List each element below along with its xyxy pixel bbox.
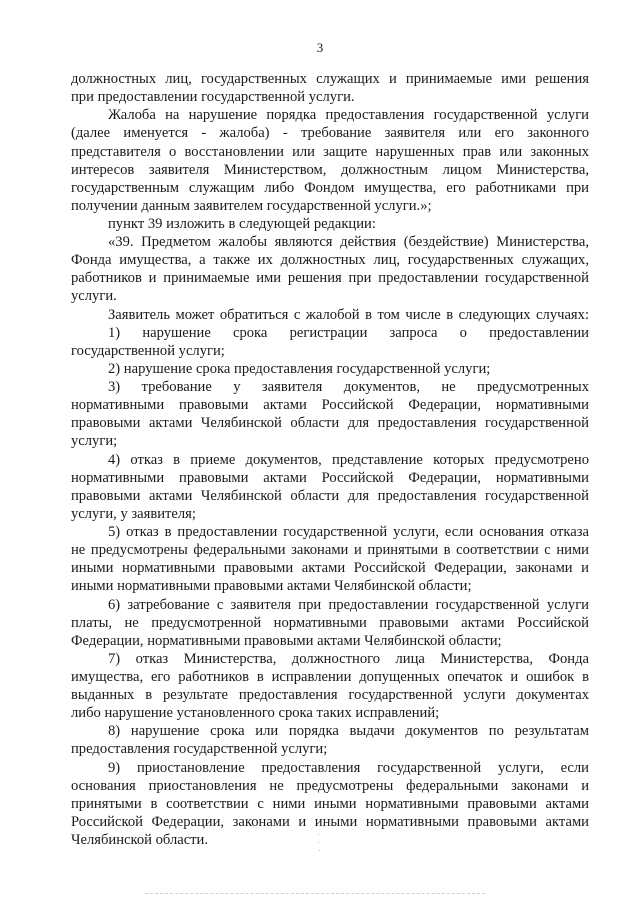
text-line: «39. Предметом жалобы являются действия (бездействие) Министерства, <box>108 234 589 251</box>
text-line: не предусмотрены федеральными законами и принятыми в соответствии с ними <box>71 542 589 559</box>
text-line: платы, не предусмотренной нормативными правовыми актами Российской <box>71 614 589 631</box>
scan-speck <box>318 834 319 835</box>
text-line: при предоставлении государственной услуги. <box>71 89 355 106</box>
page-number: 3 <box>316 40 324 55</box>
text-line: нормативными правовыми актами Российской Федерации, нормативными <box>71 469 589 486</box>
text-line: принятыми в соответствии с ними иными нормативными правовыми актами <box>71 795 589 812</box>
text-line: Федерации, нормативными правовыми актами Челябинской области; <box>71 632 502 649</box>
text-line: Жалоба на нарушение порядка предоставления государственной услуги <box>108 107 589 124</box>
text-line: выданных в результате предоставления государственной услуги документах <box>71 687 589 704</box>
text-line: государственным служащим либо Фондом имущества, его работниками при <box>71 179 589 196</box>
scan-artifact-bottom-line <box>145 893 485 894</box>
text-line: основания приостановления не предусмотрены федеральными законами и <box>71 777 589 794</box>
text-line: пункт 39 изложить в следующей редакции: <box>108 216 376 232</box>
text-line: 4) отказ в приеме документов, представление которых предусмотрено <box>108 451 589 468</box>
text-line: (далее именуется - жалоба) - требование заявителя или его законного <box>71 125 589 142</box>
text-line: должностных лиц, государственных служащих и принимаемые ими решения <box>71 71 589 87</box>
text-line: представителя о восстановлении или защите нарушенных прав или законных <box>71 143 589 160</box>
text-line: 1) нарушение срока регистрации запроса о предоставлении <box>108 324 589 341</box>
text-line: работников и принимаемые ими решения при предоставлении государственной <box>71 270 589 287</box>
text-line: 7) отказ Министерства, должностного лица Министерства, Фонда <box>108 650 589 667</box>
text-line: услуги; <box>71 433 118 450</box>
text-line: 9) приостановление предоставления государственной услуги, если <box>108 759 589 776</box>
text-line: государственной услуги; <box>71 342 225 359</box>
text-line: 8) нарушение срока или порядка выдачи документов по результатам <box>108 723 589 740</box>
text-line: услуги. <box>71 288 117 305</box>
text-line: Фонда имущества, а также их должностных лиц, государственных служащих, <box>71 252 589 269</box>
text-line: правовыми актами Челябинской области для предоставления государственной <box>71 415 589 432</box>
text-line: нормативными правовыми актами Российской Федерации, нормативными <box>71 397 589 414</box>
text-line: имущества, его работников в исправлении допущенных опечаток и ошибок в <box>71 669 589 685</box>
text-line: предоставления государственной услуги; <box>71 741 328 758</box>
text-line: 3) требование у заявителя документов, не предусмотренных <box>108 379 589 395</box>
text-line: 6) затребование с заявителя при предоставлении государственной услуги <box>108 596 589 613</box>
text-line: Российской Федерации, законами и иными нормативными правовыми актами <box>71 813 589 830</box>
scan-speck <box>319 850 320 851</box>
text-line: 5) отказ в предоставлении государственной услуги, если основания отказа <box>108 524 589 540</box>
text-line: Заявитель может обратиться с жалобой в том числе в следующих случаях: <box>108 306 589 323</box>
text-line: 2) нарушение срока предоставления государственной услуги; <box>108 360 491 377</box>
scan-speck <box>318 842 319 843</box>
text-line: иными нормативными правовыми актами Челябинской области; <box>71 578 472 595</box>
text-line: Челябинской области. <box>71 832 209 848</box>
text-line: либо нарушение установленного срока таких исправлений; <box>71 705 440 722</box>
text-line: иными нормативными правовыми актами Российской Федерации, законами и <box>71 560 589 577</box>
text-line: интересов заявителя Министерством, должностным лицом Министерства, <box>71 161 589 178</box>
text-line: получении данным заявителем государственной услуги.»; <box>71 197 432 214</box>
text-line: правовыми актами Челябинской области для предоставления государственной <box>71 487 589 504</box>
text-line: услуги, у заявителя; <box>71 505 196 522</box>
